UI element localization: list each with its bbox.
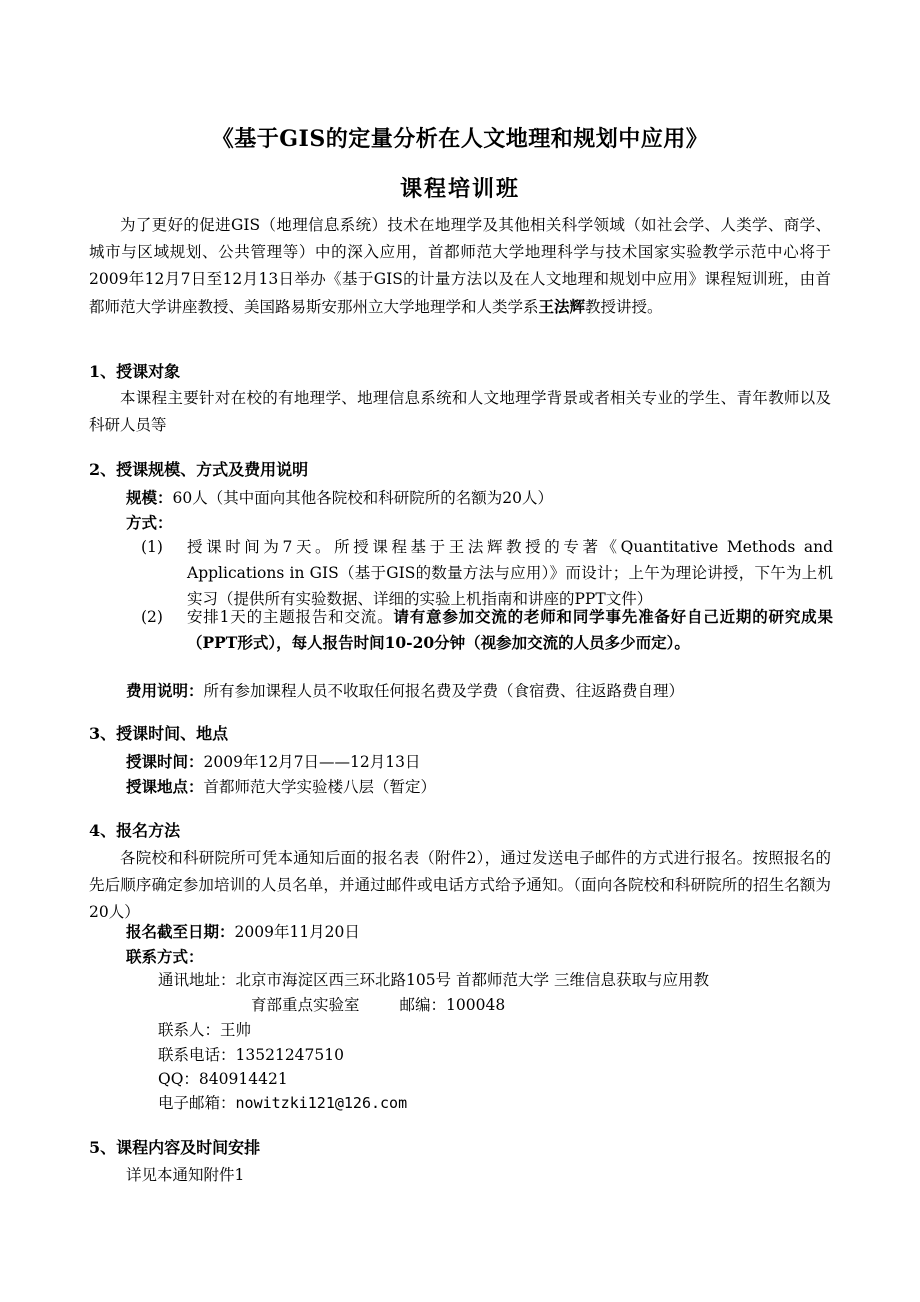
postcode-label: 邮编：: [399, 996, 447, 1014]
time-value: 2009年12月7日——12月13日: [203, 753, 421, 771]
address-line-2: [251, 992, 505, 1019]
phone-line: [158, 1042, 344, 1069]
section-5-text: 详见本通知附件1: [126, 1166, 245, 1184]
list-item-text: [187, 604, 833, 656]
fee-label: 费用说明：: [126, 681, 204, 700]
qq-label: QQ：: [158, 1070, 199, 1088]
scale-line: [126, 484, 553, 512]
list-item-text: 授课时间为7天。所授课程基于王法辉教授的专著《Quantitative Methods and Applications in GIS（基于GIS的数量方法与应用）》而设计；上午为理论讲授，下午为上机实习（提供所有实验数据、详细的实验上机指南和讲座的PPT文件）: [187, 538, 833, 608]
time-line: [126, 748, 421, 776]
qq-line: [158, 1066, 288, 1093]
intro-paragraph: [89, 212, 831, 321]
fee-line: [126, 677, 684, 705]
item-2-bold-text: 请有意参加交流的老师和同学事先准备好自己近期的研究成果（PPT形式），每人报告时间10-20分钟（视参加交流的人员多少而定）。: [187, 607, 833, 652]
person-label: 联系人：: [158, 1021, 221, 1039]
section-5-heading: 5、课程内容及时间安排: [89, 1138, 261, 1157]
scale-value: 60人（其中面向其他各院校和科研院所的名额为20人）: [172, 489, 553, 507]
section-4-heading: 4、报名方法: [89, 821, 181, 840]
item-2-text: 安排1天的主题报告和交流。: [187, 608, 394, 626]
deadline-label: 报名截至日期：: [126, 922, 235, 941]
fee-value: 所有参加课程人员不收取任何报名费及学费（食宿费、往返路费自理）: [203, 682, 685, 700]
document-subtitle: 课程培训班: [399, 176, 520, 202]
contact-label: 联系方式：: [126, 947, 204, 966]
list-item-number: (1): [141, 538, 163, 556]
address-line: [158, 967, 709, 994]
intro-text-end: 教授讲授。: [585, 298, 663, 316]
email-label: 电子邮箱：: [158, 1094, 236, 1112]
address-value: 北京市海淀区西三环北路105号 首都师范大学 三维信息获取与应用教: [235, 971, 709, 989]
address-value-2: 育部重点实验室: [251, 996, 360, 1014]
intro-text: 为了更好的促进GIS（地理信息系统）技术在地理学及其他相关科学领域（如社会学、人类学、商学、城市与区域规划、公共管理等）中的深入应用，首都师范大学地理科学与技术国家实验教学示范中心将于2009年12月7日至12月13日举办《基于GIS的计量方法以及在人文地理和规划中应用》课程短训班，由首都师范大学讲座教授、美国路易斯安那州立大学地理学和人类学系: [89, 216, 831, 316]
section-2-heading: 2、授课规模、方式及费用说明: [89, 460, 309, 479]
place-label: 授课地点：: [126, 777, 204, 796]
person-line: [158, 1017, 251, 1044]
mode-label: 方式：: [126, 513, 173, 532]
list-item-number: (2): [141, 608, 163, 626]
scale-label: 规模：: [126, 488, 173, 507]
place-value: 首都师范大学实验楼八层（暂定）: [203, 778, 437, 796]
person-value: 王帅: [220, 1021, 252, 1039]
deadline-line: [126, 918, 360, 946]
section-1-heading: 1、授课对象: [89, 362, 181, 381]
email-value[interactable]: nowitzki121@126.com: [235, 1094, 408, 1112]
address-label: 通讯地址：: [158, 971, 236, 989]
section-4-text: 各院校和科研院所可凭本通知后面的报名表（附件2），通过发送电子邮件的方式进行报名。按照报名的先后顺序确定参加培训的人员名单，并通过邮件或电话方式给予通知。（面向各院校和科研院所的招生名额为20人）: [89, 849, 831, 921]
qq-value: 840914421: [198, 1070, 288, 1088]
place-line: [126, 773, 436, 801]
postcode-value: 100048: [446, 996, 506, 1014]
time-label: 授课时间：: [126, 752, 204, 771]
section-3-heading: 3、授课时间、地点: [89, 724, 229, 743]
section-1-text: 本课程主要针对在校的有地理学、地理信息系统和人文地理学背景或者相关专业的学生、青年教师以及科研人员等: [89, 389, 831, 434]
email-line: [158, 1090, 407, 1117]
phone-value: 13521247510: [235, 1046, 344, 1064]
phone-label: 联系电话：: [158, 1046, 236, 1064]
lecturer-name: 王法辉: [538, 297, 586, 316]
document-title: 《基于GIS的定量分析在人文地理和规划中应用》: [211, 126, 709, 152]
deadline-value: 2009年11月20日: [234, 923, 360, 941]
